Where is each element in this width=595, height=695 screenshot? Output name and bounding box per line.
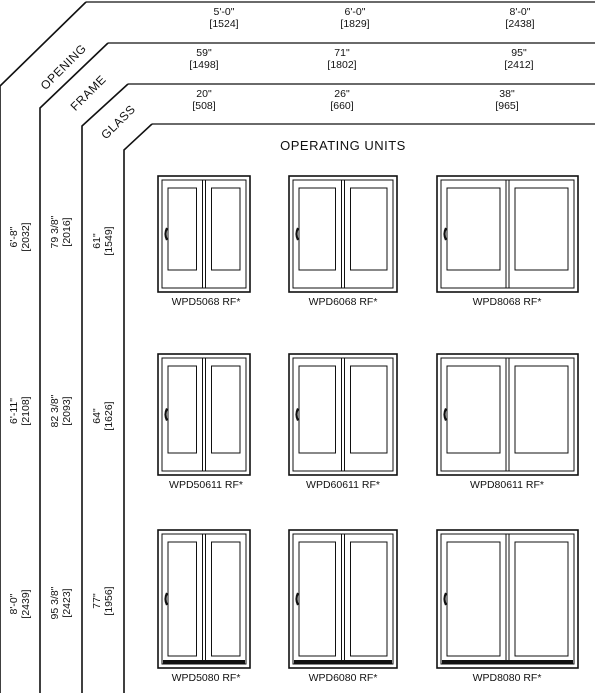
door-unit-drawing bbox=[158, 354, 250, 475]
door-unit-drawing bbox=[437, 176, 578, 292]
unit-label: WPD6068 RF* bbox=[308, 296, 378, 308]
unit-label: WPD60611 RF* bbox=[306, 479, 380, 491]
door-unit-drawing bbox=[289, 176, 397, 292]
glass-height-3: 77" [1956] bbox=[91, 586, 115, 616]
opening-height-2: 6'-11" [2108] bbox=[8, 396, 32, 426]
unit-label: WPD80611 RF* bbox=[470, 479, 544, 491]
opening-width-2: 6'-0" [1829] bbox=[340, 6, 370, 30]
glass-axis-label: GLASS bbox=[98, 102, 139, 142]
door-unit-drawing bbox=[158, 176, 250, 292]
frame-width-1: 59" [1498] bbox=[189, 47, 219, 71]
glass-height-1: 61" [1549] bbox=[91, 226, 115, 256]
glass-height-2: 64" [1626] bbox=[91, 401, 115, 431]
glass-width-2: 26" [660] bbox=[330, 88, 354, 112]
frame-height-3: 95 3/8" [2423] bbox=[49, 586, 73, 620]
frame-width-2: 71" [1802] bbox=[327, 47, 357, 71]
door-unit-drawing bbox=[437, 354, 578, 475]
door-unit-drawing bbox=[289, 354, 397, 475]
door-unit-drawing bbox=[289, 530, 397, 668]
frame-height-1: 79 3/8" [2016] bbox=[49, 215, 73, 249]
glass-width-3: 38" [965] bbox=[495, 88, 519, 112]
unit-label: WPD5080 RF* bbox=[171, 672, 241, 684]
chart-title: OPERATING UNITS bbox=[280, 138, 406, 153]
door-unit-drawing bbox=[158, 530, 250, 668]
door-unit-drawing bbox=[437, 530, 578, 668]
opening-axis-label: OPENING bbox=[37, 41, 90, 93]
glass-width-1: 20" [508] bbox=[192, 88, 216, 112]
unit-label: WPD8080 RF* bbox=[472, 672, 542, 684]
opening-width-1: 5'-0" [1524] bbox=[209, 6, 239, 30]
opening-width-3: 8'-0" [2438] bbox=[505, 6, 535, 30]
unit-label: WPD5068 RF* bbox=[171, 296, 241, 308]
unit-label: WPD8068 RF* bbox=[472, 296, 542, 308]
frame-width-3: 95" [2412] bbox=[504, 47, 534, 71]
opening-height-3: 8'-0" [2439] bbox=[8, 589, 32, 619]
unit-label: WPD6080 RF* bbox=[308, 672, 378, 684]
frame-height-2: 82 3/8" [2093] bbox=[49, 394, 73, 428]
frame-axis-label: FRAME bbox=[67, 72, 109, 114]
opening-height-1: 6'-8" [2032] bbox=[8, 222, 32, 252]
unit-label: WPD50611 RF* bbox=[169, 479, 243, 491]
